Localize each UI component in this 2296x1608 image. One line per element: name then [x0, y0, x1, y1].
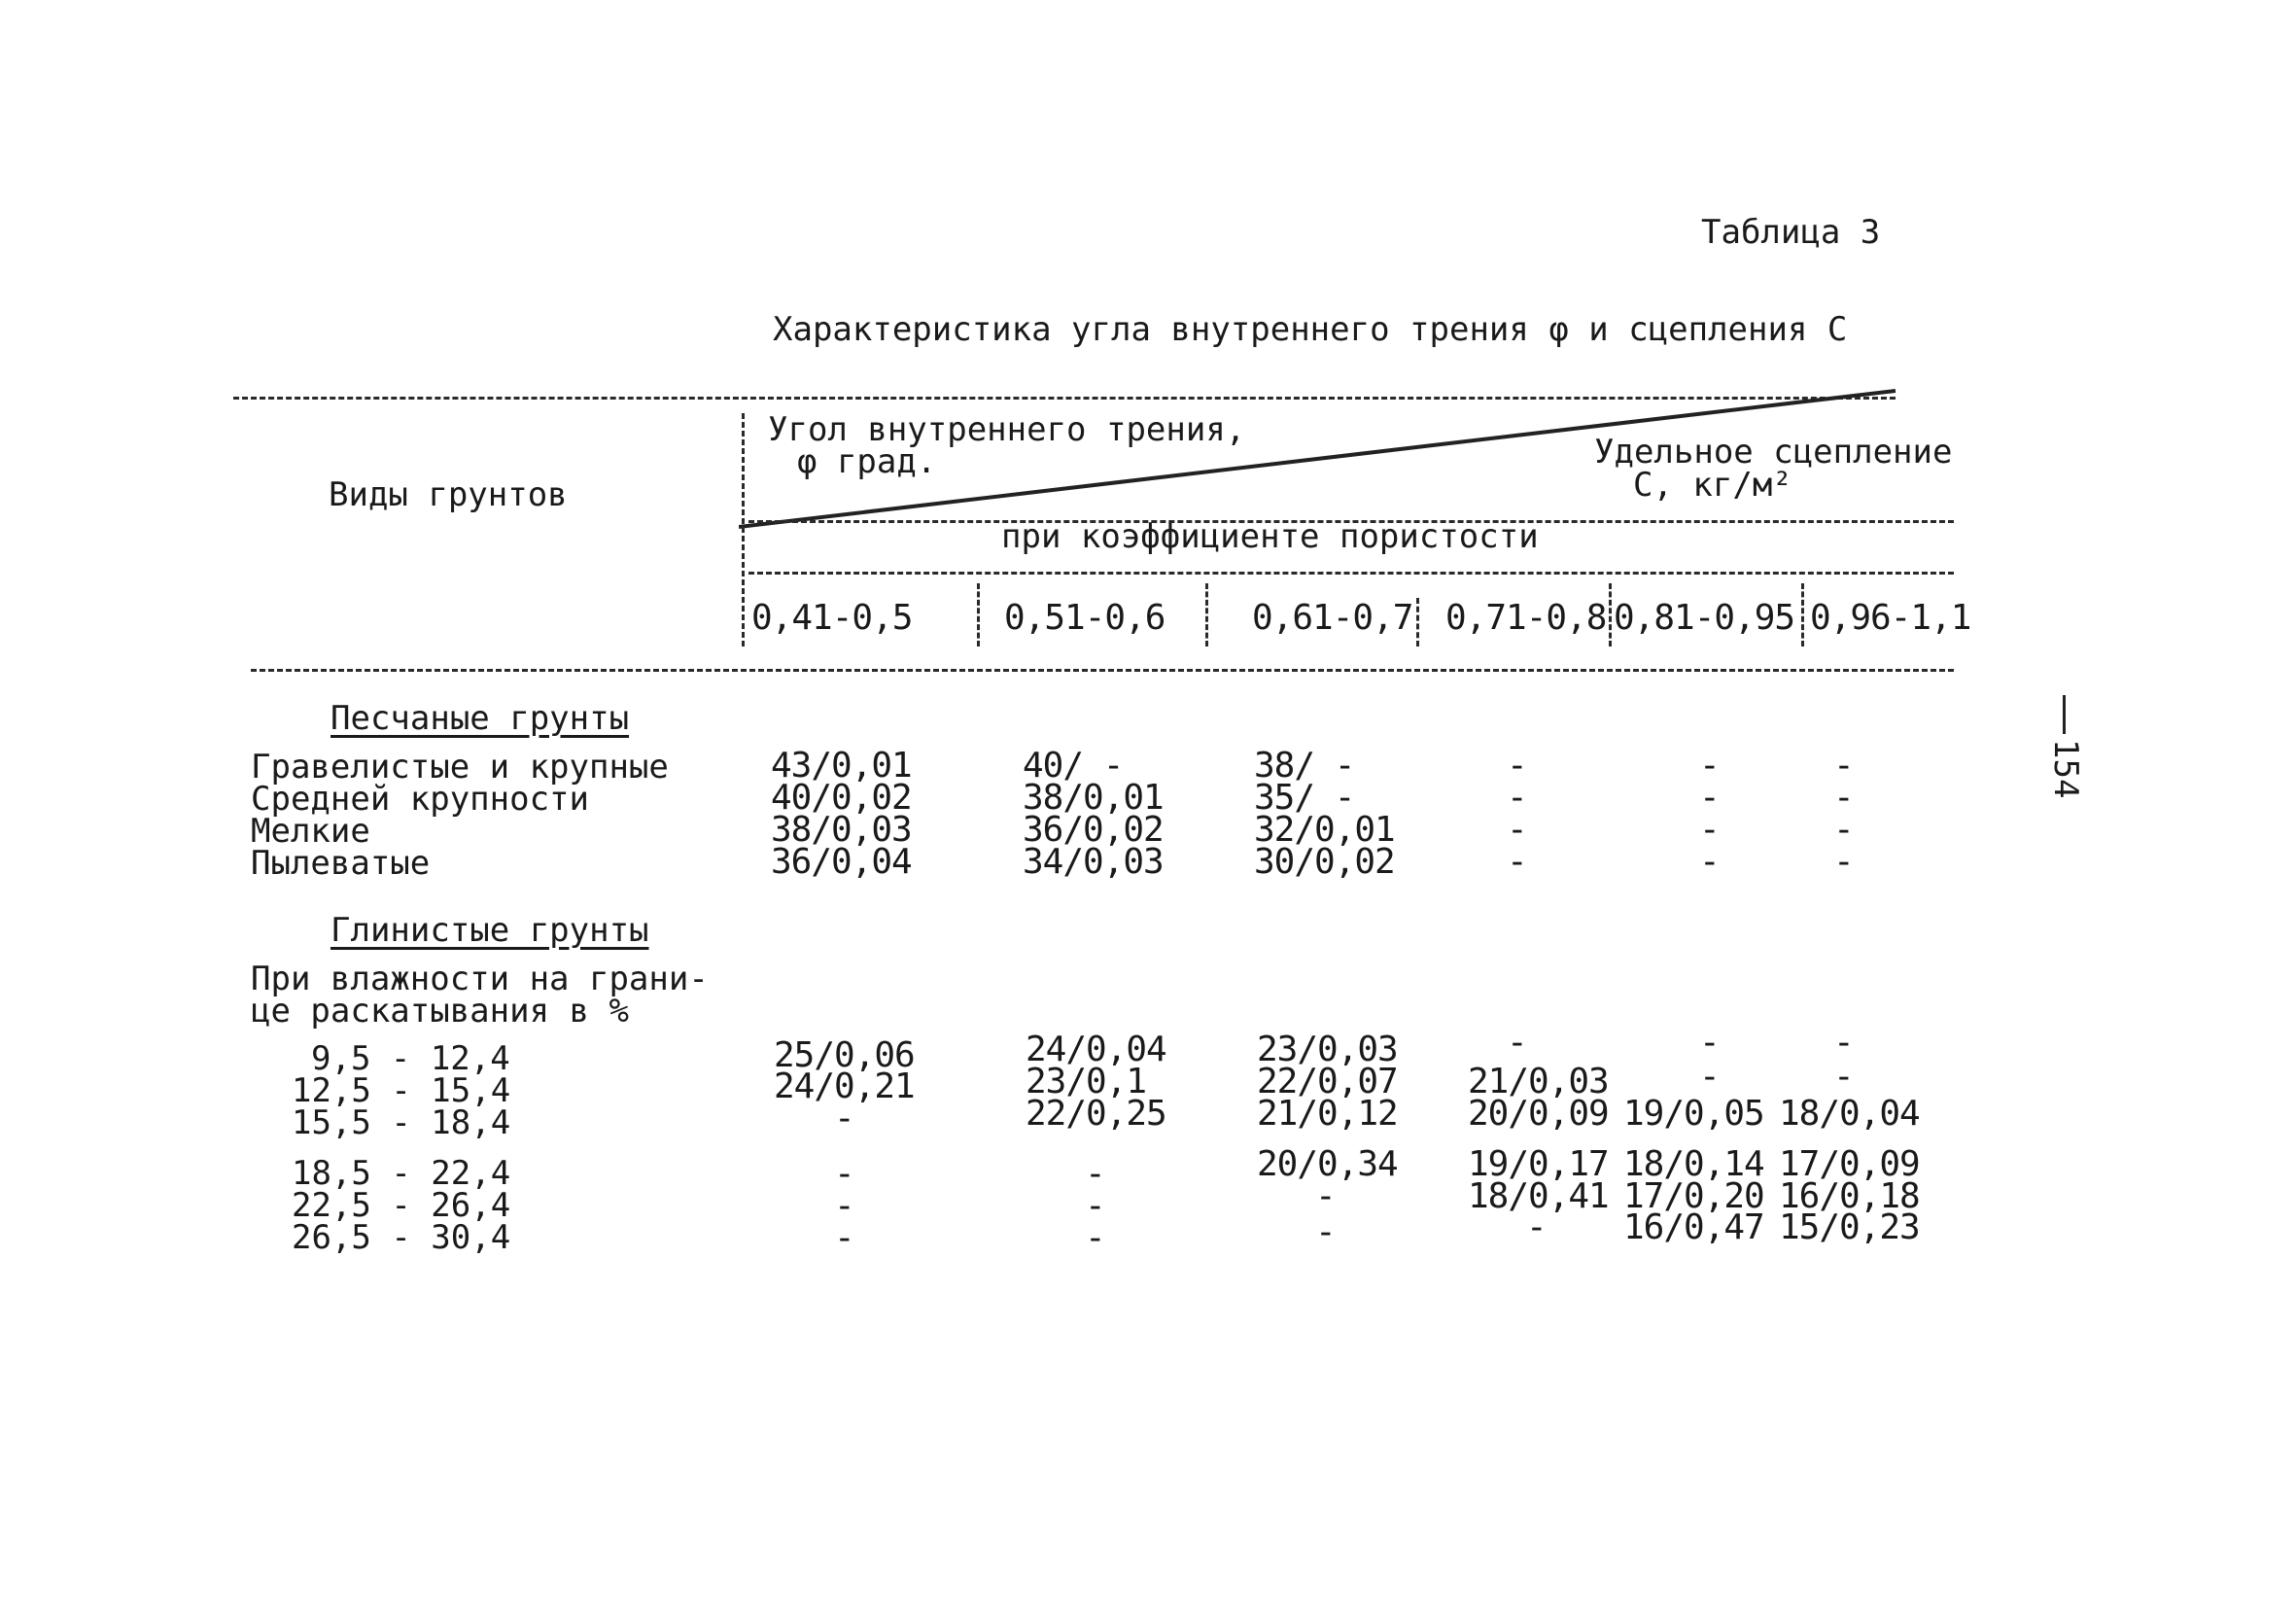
sandy-cell: -: [1507, 778, 1527, 818]
sandy-cell: 30/0,02: [1254, 842, 1395, 882]
sandy-cell: 34/0,03: [1023, 842, 1164, 882]
header-bottom-rule: [251, 669, 1954, 672]
col-header-1: 0,41-0,5: [751, 598, 913, 638]
cohesion-header-1: Удельное сцепление: [1594, 433, 1953, 472]
clay-row-label-4: 18,5 - 22,4: [292, 1154, 511, 1193]
sandy-cell: 38/ -: [1254, 746, 1355, 786]
friction-angle-header-1: Угол внутреннего трения,: [768, 410, 1246, 449]
clay-subheading-2: це раскатывания в %: [251, 992, 629, 1031]
clay-cell: 17/0,20: [1623, 1176, 1764, 1216]
clay-row-label-6: 26,5 - 30,4: [292, 1218, 511, 1257]
clay-cell: 18/0,04: [1779, 1094, 1920, 1134]
clay-cell: 25/0,06: [774, 1035, 915, 1075]
soil-types-header: Виды грунтов: [329, 475, 568, 514]
clay-cell: -: [1085, 1218, 1105, 1258]
clay-heading: Глинистые грунты: [330, 911, 649, 950]
clay-cell: -: [1699, 1023, 1720, 1063]
page-number-rule: [2063, 695, 2066, 734]
sandy-cell: -: [1833, 810, 1854, 850]
clay-cell: -: [1833, 1023, 1854, 1063]
sandy-cell: -: [1699, 778, 1720, 818]
sandy-cell: -: [1699, 810, 1720, 850]
clay-cell: 19/0,05: [1623, 1094, 1764, 1134]
sandy-cell: -: [1699, 746, 1720, 786]
sandy-cell: 38/0,01: [1023, 778, 1164, 818]
header-left-bar: [742, 413, 745, 647]
clay-cell: 21/0,12: [1257, 1094, 1398, 1134]
clay-row-label-2: 12,5 - 15,4: [292, 1071, 511, 1110]
clay-cell: -: [834, 1099, 854, 1138]
sandy-cell: 40/0,02: [771, 778, 912, 818]
col-sep-4: [1609, 583, 1612, 647]
clay-cell: -: [1085, 1186, 1105, 1226]
porosity-header: при коэффициенте пористости: [1001, 517, 1539, 556]
clay-cell: -: [1315, 1212, 1336, 1252]
col-header-6: 0,96-1,1: [1810, 598, 1971, 638]
clay-cell: -: [1526, 1207, 1547, 1247]
col-header-2: 0,51-0,6: [1004, 598, 1165, 638]
col-sep-5: [1801, 583, 1804, 647]
clay-cell: 20/0,34: [1257, 1144, 1398, 1184]
sandy-heading: Песчаные грунты: [330, 699, 630, 738]
clay-cell: 23/0,1: [1026, 1062, 1147, 1101]
sandy-cell: 40/ -: [1023, 746, 1124, 786]
clay-row-label-5: 22,5 - 26,4: [292, 1186, 511, 1225]
sandy-cell: 35/ -: [1254, 778, 1355, 818]
clay-cell: 20/0,09: [1468, 1094, 1609, 1134]
sandy-cell: 36/0,02: [1023, 810, 1164, 850]
page-number-text: 154: [2046, 739, 2085, 799]
columns-rule: [748, 572, 1954, 575]
clay-cell: 18/0,41: [1468, 1176, 1609, 1216]
clay-cell: 24/0,04: [1026, 1030, 1166, 1069]
col-header-4: 0,71-0,8: [1445, 598, 1607, 638]
sandy-cell: -: [1833, 842, 1854, 882]
clay-cell: -: [834, 1186, 854, 1226]
clay-row-label-1: 9,5 - 12,4: [311, 1039, 510, 1078]
sandy-cell: -: [1699, 842, 1720, 882]
sandy-cell: -: [1833, 746, 1854, 786]
sandy-cell: -: [1507, 746, 1527, 786]
clay-row-label-3: 15,5 - 18,4: [292, 1103, 511, 1142]
clay-cell: -: [834, 1218, 854, 1258]
clay-cell: 22/0,07: [1257, 1062, 1398, 1101]
sandy-cell: 43/0,01: [771, 746, 912, 786]
clay-cell: 23/0,03: [1257, 1030, 1398, 1069]
sandy-cell: -: [1507, 810, 1527, 850]
clay-cell: -: [1315, 1176, 1336, 1216]
sandy-row-label-1: Гравелистые и крупные: [251, 748, 669, 787]
col-header-3: 0,61-0,7: [1252, 598, 1413, 638]
clay-cell: 16/0,18: [1779, 1176, 1920, 1216]
clay-cell: 16/0,47: [1623, 1207, 1764, 1247]
clay-cell: -: [1833, 1057, 1854, 1097]
clay-cell: 24/0,21: [774, 1066, 915, 1106]
friction-angle-header-2: φ град.: [797, 442, 937, 481]
sandy-cell: 36/0,04: [771, 842, 912, 882]
clay-cell: 21/0,03: [1468, 1062, 1609, 1101]
clay-cell: 18/0,14: [1623, 1144, 1764, 1184]
col-sep-2: [1205, 583, 1208, 647]
clay-cell: 22/0,25: [1026, 1094, 1166, 1134]
cohesion-header-2: С, кг/м²: [1633, 466, 1792, 505]
clay-cell: 15/0,23: [1779, 1207, 1920, 1247]
sandy-row-label-2: Средней крупности: [251, 780, 589, 819]
sandy-cell: 38/0,03: [771, 810, 912, 850]
clay-cell: 19/0,17: [1468, 1144, 1609, 1184]
table-title: Характеристика угла внутреннего трения φ и сцепления С: [773, 310, 1848, 349]
col-header-5: 0,81-0,95: [1614, 598, 1795, 638]
clay-cell: -: [1699, 1057, 1720, 1097]
clay-subheading-1: При влажности на грани-: [251, 960, 709, 998]
col-sep-1: [977, 583, 980, 647]
clay-cell: 17/0,09: [1779, 1144, 1920, 1184]
clay-cell: -: [834, 1154, 854, 1194]
col-sep-3: [1416, 598, 1419, 647]
sandy-cell: 32/0,01: [1254, 810, 1395, 850]
sandy-row-label-4: Пылеватые: [251, 844, 431, 883]
table-number: Таблица 3: [1701, 213, 1881, 252]
sandy-row-label-3: Мелкие: [251, 812, 370, 851]
clay-cell: -: [1085, 1154, 1105, 1194]
clay-cell: -: [1507, 1023, 1527, 1063]
page-number: [2046, 739, 2085, 798]
sandy-cell: -: [1507, 842, 1527, 882]
sandy-cell: -: [1833, 778, 1854, 818]
